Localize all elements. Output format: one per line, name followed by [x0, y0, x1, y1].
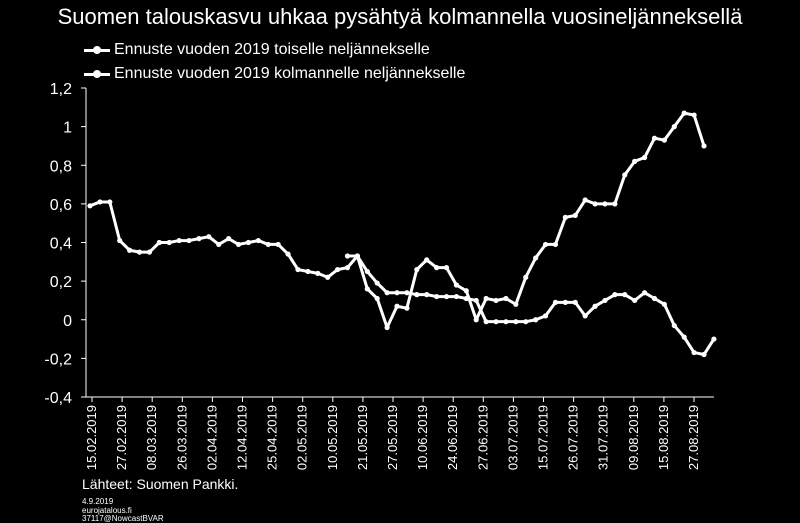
data-point-q2: [256, 238, 261, 243]
data-point-q3: [444, 294, 449, 299]
source-note: Lähteet: Suomen Pankki.: [82, 476, 239, 492]
y-tick-label: 1,2: [49, 81, 72, 98]
data-point-q2: [553, 242, 558, 247]
data-point-q2: [691, 112, 696, 117]
data-point-q2: [414, 267, 419, 272]
data-point-q2: [513, 302, 518, 307]
data-point-q3: [523, 319, 528, 324]
data-point-q2: [276, 242, 281, 247]
data-point-q2: [454, 282, 459, 287]
y-tick-label: -0,2: [44, 351, 72, 369]
data-point-q2: [107, 199, 112, 204]
data-point-q2: [404, 306, 409, 311]
chart-title: Suomen talouskasvu uhkaa pysähtyä kolmannella vuosineljänneksellä: [57, 4, 743, 29]
x-tick-label: 02.04.2019: [204, 405, 220, 471]
data-point-q3: [602, 298, 607, 303]
data-point-q2: [345, 265, 350, 270]
data-point-q2: [632, 159, 637, 164]
y-tick-label: 0,4: [49, 235, 72, 253]
data-point-q2: [652, 136, 657, 141]
data-point-q2: [157, 240, 162, 245]
legend-label-q2: Ennuste vuoden 2019 toiselle neljännekselle: [114, 41, 430, 58]
data-point-q3: [622, 292, 627, 297]
data-point-q2: [493, 298, 498, 303]
x-tick-label: 15.08.2019: [655, 405, 671, 471]
data-point-q3: [652, 296, 657, 301]
x-tick-label: 25.04.2019: [264, 405, 280, 471]
data-point-q2: [434, 265, 439, 270]
data-point-q2: [117, 238, 122, 243]
x-tick-label: 09.08.2019: [625, 405, 641, 471]
data-point-q2: [147, 250, 152, 255]
y-tick-label: -0,4: [44, 390, 72, 407]
data-point-q3: [384, 290, 389, 295]
data-point-q2: [592, 201, 597, 206]
footer-code: 37117@NowcastBVAR: [82, 514, 164, 523]
data-point-q3: [424, 292, 429, 297]
y-tick-label: 0,2: [49, 274, 72, 292]
data-point-q2: [285, 251, 290, 256]
data-point-q3: [612, 292, 617, 297]
data-point-q2: [97, 199, 102, 204]
y-tick-label: 0: [63, 312, 72, 330]
data-point-q2: [325, 275, 330, 280]
data-point-q2: [563, 215, 568, 220]
x-tick-label: 10.05.2019: [324, 405, 340, 471]
y-tick-label: 1: [63, 119, 72, 137]
data-point-q3: [642, 290, 647, 295]
data-point-q3: [345, 253, 350, 258]
data-point-q2: [295, 267, 300, 272]
data-point-q2: [682, 111, 687, 116]
x-tick-label: 02.05.2019: [294, 405, 310, 471]
data-point-q3: [493, 319, 498, 324]
data-point-q2: [127, 248, 132, 253]
data-point-q2: [523, 275, 528, 280]
data-point-q3: [543, 313, 548, 318]
x-tick-label: 27.08.2019: [686, 405, 701, 471]
x-tick-label: 24.06.2019: [445, 405, 461, 471]
data-point-q2: [543, 242, 548, 247]
data-point-q2: [662, 138, 667, 143]
data-point-q2: [672, 124, 677, 129]
x-tick-label: 31.07.2019: [595, 405, 611, 471]
data-point-q3: [682, 335, 687, 340]
data-point-q2: [583, 197, 588, 202]
data-point-q3: [691, 350, 696, 355]
x-tick-label: 26.07.2019: [565, 405, 581, 471]
data-point-q3: [592, 304, 597, 309]
data-point-q2: [384, 325, 389, 330]
data-point-q2: [167, 240, 172, 245]
data-point-q2: [177, 238, 182, 243]
x-tick-label: 27.06.2019: [475, 405, 491, 471]
data-point-q2: [246, 240, 251, 245]
data-point-q3: [474, 298, 479, 303]
legend-label-q3: Ennuste vuoden 2019 kolmannelle neljännekselle: [114, 65, 466, 82]
x-tick-label: 15.07.2019: [535, 405, 551, 471]
data-point-q3: [414, 292, 419, 297]
y-tick-label: 0,6: [49, 196, 72, 214]
x-tick-label: 12.04.2019: [234, 405, 250, 471]
data-point-q3: [513, 319, 518, 324]
footer-site: eurojatalous.fi: [82, 506, 132, 515]
x-tick-label: 08.03.2019: [144, 405, 160, 471]
data-point-q2: [394, 304, 399, 309]
data-point-q3: [454, 294, 459, 299]
data-point-q2: [602, 201, 607, 206]
data-point-q3: [503, 319, 508, 324]
data-point-q3: [355, 253, 360, 258]
data-point-q3: [701, 352, 706, 357]
x-tick-label: 10.06.2019: [415, 405, 431, 471]
data-point-q3: [563, 300, 568, 305]
data-point-q2: [424, 257, 429, 262]
data-point-q2: [375, 296, 380, 301]
data-point-q2: [216, 242, 221, 247]
data-point-q3: [533, 317, 538, 322]
data-point-q2: [87, 203, 92, 208]
data-point-q2: [444, 265, 449, 270]
data-point-q2: [642, 155, 647, 160]
data-point-q2: [533, 255, 538, 260]
y-tick-label: 0,8: [49, 158, 72, 176]
x-tick-label: 27.05.2019: [385, 405, 400, 471]
data-point-q2: [206, 234, 211, 239]
data-point-q3: [404, 290, 409, 295]
data-point-q2: [503, 296, 508, 301]
data-point-q2: [226, 236, 231, 241]
footer-date: 4.9.2019: [82, 497, 114, 506]
x-tick-label: 27.02.2019: [114, 405, 130, 471]
data-point-q2: [365, 286, 370, 291]
data-point-q2: [622, 172, 627, 177]
data-point-q3: [484, 319, 489, 324]
data-point-q3: [672, 323, 677, 328]
data-point-q2: [335, 267, 340, 272]
data-point-q3: [583, 313, 588, 318]
data-point-q2: [266, 242, 271, 247]
x-tick-label: 15.02.2019: [84, 405, 99, 471]
data-point-q2: [305, 269, 310, 274]
x-tick-label: 26.03.2019: [174, 405, 190, 471]
data-point-q3: [632, 298, 637, 303]
data-point-q3: [711, 336, 716, 341]
data-point-q3: [553, 300, 558, 305]
data-point-q3: [375, 280, 380, 285]
x-tick-label: 21.05.2019: [354, 405, 370, 471]
data-point-q2: [315, 271, 320, 276]
data-point-q3: [573, 300, 578, 305]
data-point-q2: [186, 238, 191, 243]
data-point-q3: [365, 269, 370, 274]
data-point-q2: [612, 201, 617, 206]
data-point-q3: [464, 296, 469, 301]
data-point-q2: [236, 242, 241, 247]
data-point-q2: [484, 296, 489, 301]
x-tick-label: 03.07.2019: [505, 405, 521, 471]
data-point-q2: [573, 213, 578, 218]
data-point-q3: [662, 302, 667, 307]
data-point-q2: [474, 317, 479, 322]
data-point-q2: [464, 288, 469, 293]
data-point-q2: [701, 143, 706, 148]
data-point-q2: [196, 236, 201, 241]
data-point-q3: [394, 290, 399, 295]
data-point-q3: [434, 294, 439, 299]
data-point-q2: [137, 250, 142, 255]
